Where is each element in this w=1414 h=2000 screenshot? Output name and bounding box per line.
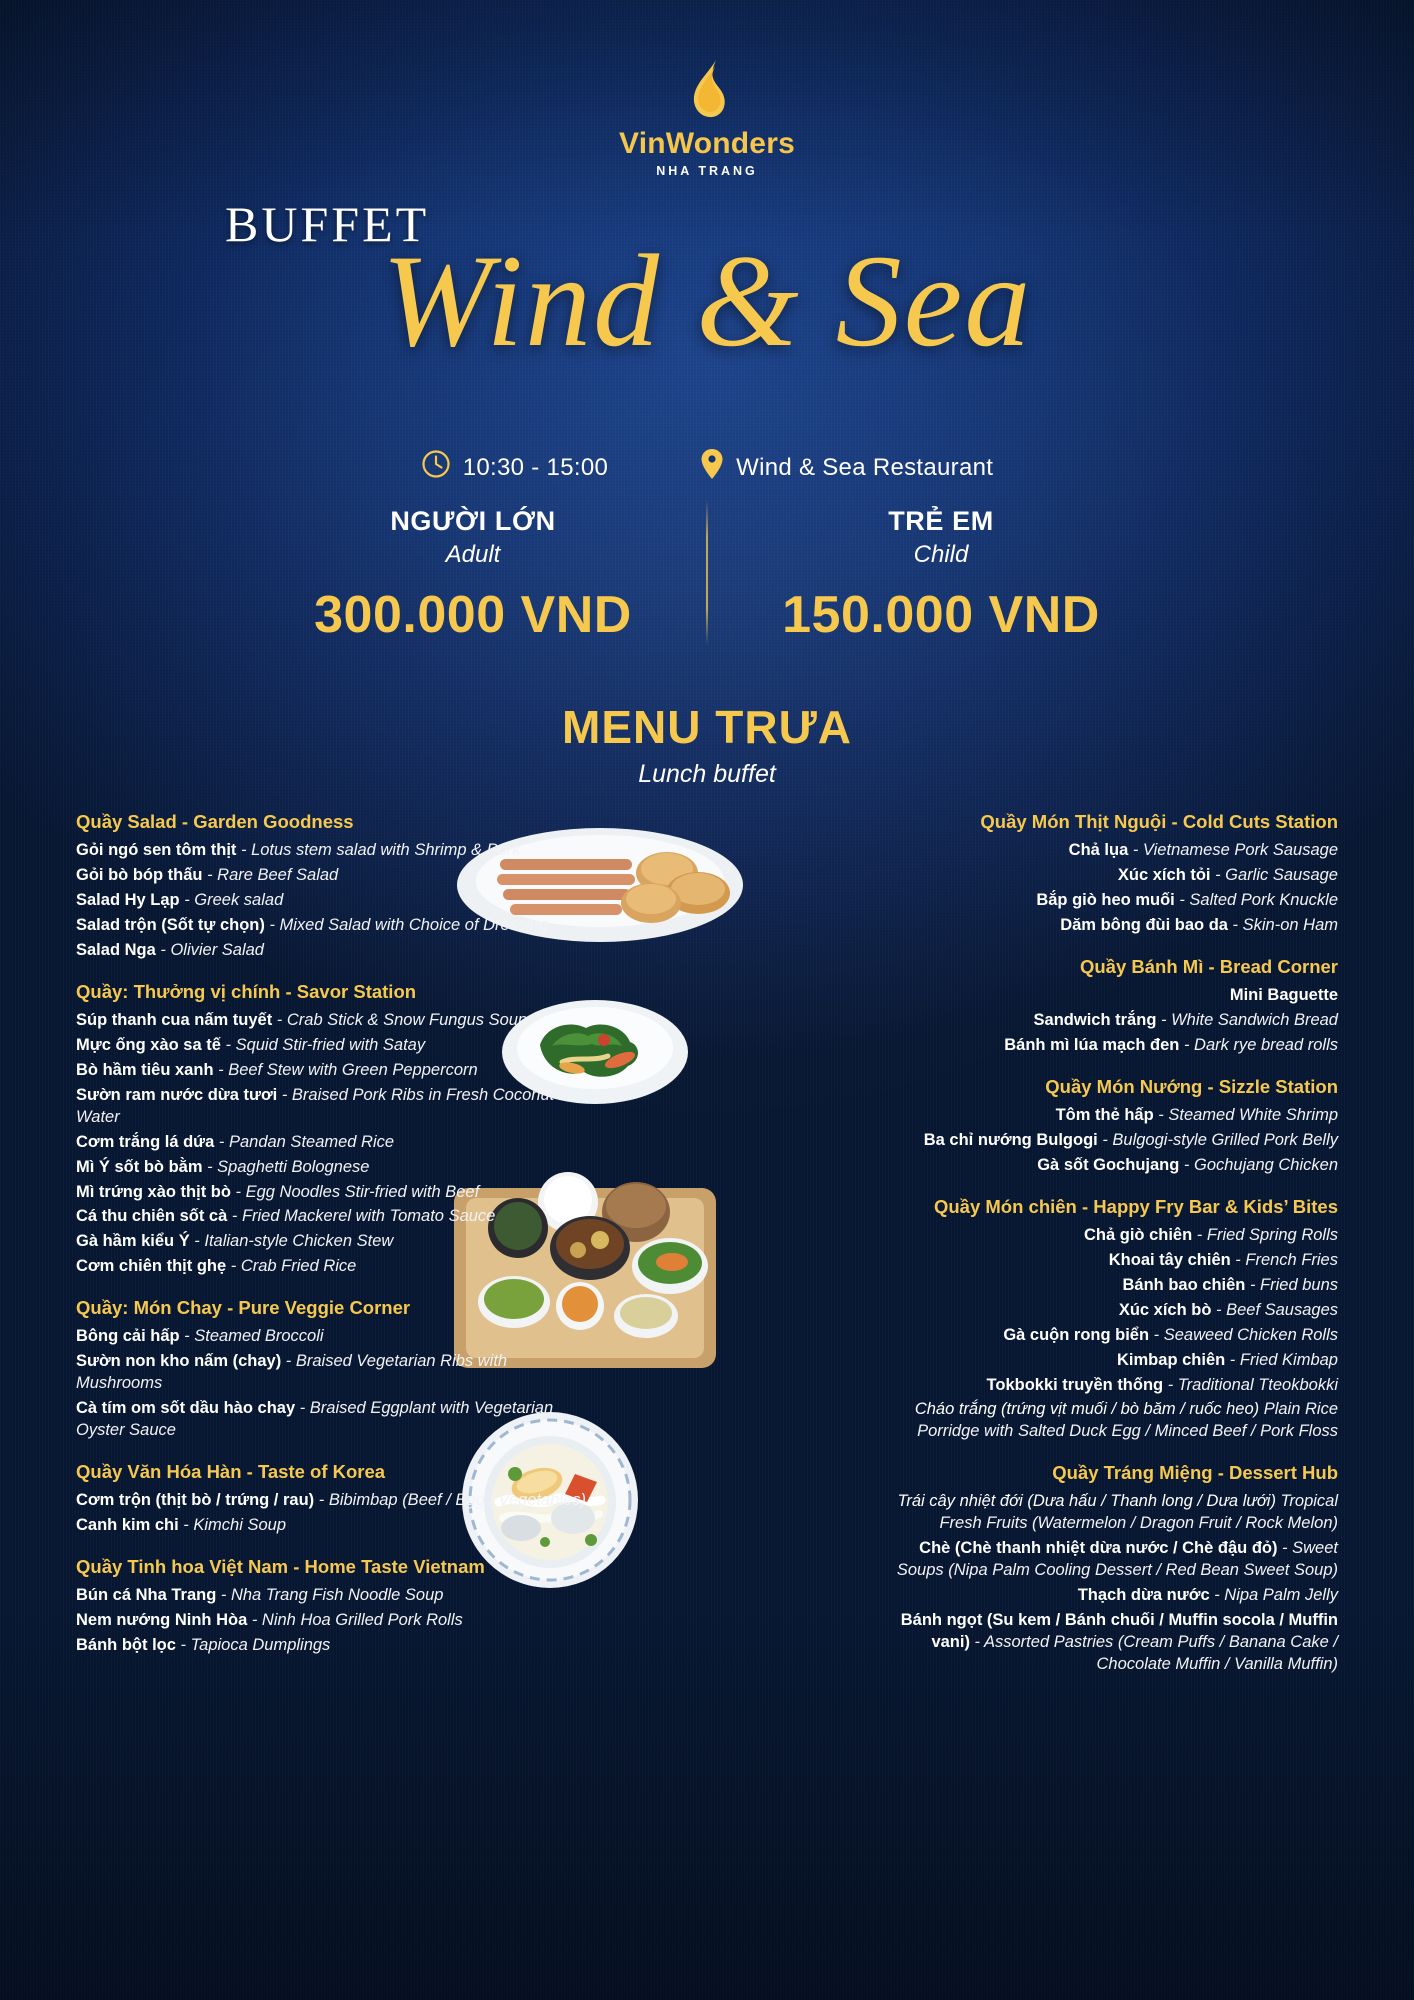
dish-name-en: - Dark rye bread rolls [1179, 1035, 1338, 1054]
dish-item [883, 1610, 1338, 1676]
station-title: Quầy Món Nướng - Sizzle Station [1045, 1075, 1338, 1097]
dish-name-en: - Skin-on Ham [1227, 915, 1338, 934]
station-title: Quầy Salad - Garden Goodness [76, 811, 354, 832]
dish-item [883, 915, 1338, 937]
dish-name-en: - Vietnamese Pork Sausage [1128, 841, 1338, 860]
dish-name-en: - Spaghetti Bolognese [202, 1157, 370, 1176]
station-title: Quầy Bánh Mì - Bread Corner [1079, 955, 1338, 977]
dish-item [76, 890, 586, 912]
pricing-block [0, 500, 1414, 645]
menu-station [76, 1296, 586, 1442]
dish-name-vi: Mực ống xào sa tế [76, 1035, 221, 1054]
dish-item [883, 1010, 1338, 1032]
dish-name-en: - Salted Pork Knuckle [1174, 891, 1338, 909]
dish-name-vi: Bông cải hấp [76, 1327, 180, 1346]
dish-name-vi: Kimbap chiên [1117, 1350, 1226, 1369]
menu-columns [0, 810, 1414, 2000]
dish-name-en: Tropical Fresh Fruits (Watermelon / Dragon Fruit / Rock Melon) [939, 1492, 1338, 1533]
dish-item [76, 1010, 586, 1032]
menu-station [76, 980, 586, 1278]
dish-item [76, 940, 586, 962]
dish-item [883, 1035, 1338, 1057]
dish-name-vi: Sườn non kho nấm (chay) [76, 1352, 282, 1371]
dish-name-vi: Cháo trắng (trứng vịt muối / bò băm / ruốc heo) [914, 1400, 1260, 1419]
dish-name-en: - Fried Spring Rolls [1192, 1225, 1338, 1244]
dish-item [883, 1538, 1338, 1582]
dish-item [883, 840, 1338, 862]
dish-name-en: - Fried Kimbap [1225, 1350, 1338, 1369]
dish-item [883, 1250, 1338, 1272]
dish-name-en: - Assorted Pastries (Cream Puffs / Banana Cake / Chocolate Muffin / Vanilla Muffin) [969, 1633, 1338, 1673]
location-pin-icon [700, 448, 724, 487]
dish-name-en: - Egg Noodles Stir-fried with Beef [230, 1182, 480, 1201]
dish-name-vi: Gà cuộn rong biển [1003, 1325, 1150, 1344]
dish-item [883, 1275, 1338, 1297]
dish-item [76, 1635, 586, 1657]
dish-name-en: - Gochujang Chicken [1179, 1155, 1338, 1174]
dish-name-en: - Squid Stir-fried with Satay [220, 1035, 426, 1054]
dish-name-vi: Chả giò chiên [1084, 1225, 1193, 1244]
dish-name-en: - French Fries [1230, 1250, 1338, 1269]
menu-heading-sub: Lunch buffet [638, 760, 776, 788]
venue [700, 448, 993, 487]
dish-name-en: - Crab Fried Rice [226, 1257, 357, 1276]
dish-item [76, 1035, 586, 1057]
dish-name-vi: Canh kim chi [76, 1516, 179, 1535]
adult-label-vn: NGƯỜI LỚN [390, 506, 556, 536]
dish-name-en: - Bibimbap (Beef / Egg / Vegetables) [314, 1491, 586, 1510]
adult-price: 300.000 VND [314, 586, 632, 644]
dish-name-vi: Gỏi ngó sen tôm thịt [76, 841, 237, 860]
dish-name-en: - Lotus stem salad with Shrimp & Pork [236, 841, 521, 860]
flame-icon [0, 58, 1414, 125]
dish-name-en: - Traditional Tteokbokki [1163, 1375, 1338, 1394]
child-label-vn: TRẺ EM [888, 506, 994, 536]
dish-name-vi: Salad Hy Lạp [76, 891, 180, 909]
dish-name-en: - Olivier Salad [155, 940, 264, 959]
dish-item [883, 890, 1338, 912]
dish-item [76, 1206, 586, 1228]
dish-name-vi: Chả lụa [1068, 841, 1129, 860]
station-title: Quầy: Thưởng vị chính - Savor Station [76, 980, 417, 1002]
clock-icon [421, 449, 451, 486]
dish-name-vi: Nem nướng Ninh Hòa [76, 1611, 248, 1630]
child-price-column [726, 500, 1156, 645]
dish-name-vi: Salad trộn (Sốt tự chọn) [76, 915, 265, 934]
menu-heading [0, 700, 1414, 789]
dish-name-en: - Sweet Soups (Nipa Palm Cooling Dessert / Red Bean Sweet Soup) [896, 1539, 1338, 1580]
dish-name-en: - Mixed Salad with Choice of Dressing [264, 915, 549, 934]
dish-name-vi: Bò hầm tiêu xanh [76, 1060, 214, 1079]
dish-name-vi: Chè (Chè thanh nhiệt dừa nước / Chè đậu đỏ) [919, 1539, 1278, 1558]
dish-name-en: - Braised Eggplant with Vegetarian Oyster Sauce [76, 1399, 554, 1440]
dish-name-vi: Trái cây nhiệt đới (Dưa hấu / Thanh long / Dưa lưới) [897, 1492, 1276, 1511]
dish-item [883, 1491, 1338, 1535]
dish-item [76, 1132, 586, 1154]
menu-station [76, 1460, 586, 1537]
dish-name-en: Plain Rice Porridge with Salted Duck Egg / Minced Beef / Pork Floss [917, 1400, 1338, 1441]
dish-name-en: - Seaweed Chicken Rolls [1149, 1325, 1338, 1344]
brand-logo [0, 58, 1414, 178]
station-title: Quầy Tráng Miệng - Dessert Hub [1052, 1462, 1338, 1484]
dish-item [883, 1350, 1338, 1372]
dish-item [76, 1231, 586, 1253]
dish-name-vi: Bánh bao chiên [1122, 1275, 1246, 1294]
dish-item [76, 840, 586, 862]
dish-item [76, 1157, 586, 1179]
dish-item [883, 1375, 1338, 1397]
dish-name-vi: Xúc xích tỏi [1117, 866, 1211, 885]
dish-name-en: - Greek salad [179, 891, 284, 909]
dish-name-en: - Garlic Sausage [1210, 866, 1338, 885]
buffet-word: BUFFET [225, 196, 430, 252]
adult-price-column [258, 500, 688, 645]
dish-name-en: - Italian-style Chicken Stew [189, 1232, 394, 1251]
station-title: Quầy Tinh hoa Việt Nam - Home Taste Vietnam [76, 1556, 485, 1578]
child-label-en: Child [913, 541, 969, 568]
dish-item [883, 1300, 1338, 1322]
dish-name-en: - Nipa Palm Jelly [1209, 1586, 1338, 1605]
dish-item [76, 1490, 586, 1512]
dish-name-vi: Bún cá Nha Trang [76, 1586, 217, 1605]
dish-name-vi: Mini Baguette [1229, 986, 1338, 1004]
dish-name-vi: Bánh bột lọc [76, 1636, 176, 1655]
dish-name-vi: Bánh ngọt (Su kem / Bánh chuối / Muffin socola / Muffin vani) [900, 1611, 1338, 1652]
venue-label: Wind & Sea Restaurant [736, 453, 994, 481]
dish-name-en: - Ninh Hoa Grilled Pork Rolls [247, 1611, 463, 1630]
dish-name-vi: Dăm bông đùi bao da [1060, 915, 1228, 934]
child-price: 150.000 VND [782, 586, 1100, 644]
dish-name-en: - Rare Beef Salad [202, 866, 339, 885]
dish-name-en: - Braised Vegetarian Ribs with Mushrooms [76, 1352, 508, 1393]
dish-name-vi: Sườn ram nước dừa tươi [76, 1085, 278, 1104]
dish-name-vi: Tokbokki truyền thống [986, 1375, 1164, 1394]
adult-label-en: Adult [445, 541, 501, 568]
dish-item [76, 1326, 586, 1348]
dish-name-vi: Cơm trắng lá dứa [76, 1132, 215, 1151]
menu-heading-main: MENU TRƯA [562, 701, 852, 753]
dish-item [76, 1182, 586, 1204]
dish-item [76, 1351, 586, 1395]
dish-name-en: - Pandan Steamed Rice [214, 1132, 395, 1151]
dish-item [883, 1399, 1338, 1443]
dish-name-vi: Khoai tây chiên [1108, 1250, 1231, 1269]
station-title: Quầy: Món Chay - Pure Veggie Corner [76, 1297, 411, 1319]
dish-name-vi: Cá thu chiên sốt cà [76, 1207, 228, 1226]
dish-item [76, 865, 586, 887]
dish-name-en: - Beef Sausages [1211, 1300, 1338, 1319]
dish-name-vi: Mì trứng xào thịt bò [76, 1182, 231, 1201]
dish-item [76, 915, 586, 937]
menu-station [883, 1461, 1338, 1676]
dish-item [76, 1515, 586, 1537]
dish-name-vi: Salad Nga [76, 940, 156, 959]
dish-name-vi: Cơm chiên thịt ghẹ [76, 1257, 227, 1276]
dish-item [76, 1610, 586, 1632]
dish-name-vi: Súp thanh cua nấm tuyết [76, 1010, 273, 1029]
service-time [421, 449, 608, 486]
dish-name-en: - Steamed Broccoli [179, 1327, 324, 1346]
dish-item [76, 1398, 586, 1442]
dish-item [883, 1225, 1338, 1247]
dish-item [883, 1155, 1338, 1177]
dish-name-vi: Mì Ý sốt bò bằm [76, 1157, 203, 1176]
brand-name: VinWonders [619, 127, 795, 160]
dish-item [883, 985, 1338, 1007]
dish-name-en: - Bulgogi-style Grilled Pork Belly [1097, 1130, 1338, 1149]
dish-item [883, 1130, 1338, 1152]
menu-station [883, 955, 1338, 1057]
station-title: Quầy Món Thịt Nguội - Cold Cuts Station [980, 811, 1338, 832]
dish-name-vi: Xúc xích bò [1118, 1300, 1212, 1319]
dish-name-en: - Beef Stew with Green Peppercorn [213, 1060, 478, 1079]
price-divider [706, 500, 708, 645]
dish-name-vi: Sandwich trắng [1033, 1010, 1157, 1029]
dish-name-vi: Bắp giò heo muối [1036, 891, 1175, 909]
menu-station [76, 1555, 586, 1657]
menu-column-left [76, 810, 586, 1675]
page-title: Wind & Sea [381, 227, 1033, 374]
dish-item [76, 1256, 586, 1278]
dish-item [76, 1085, 586, 1129]
info-row [0, 448, 1414, 487]
brand-location: NHA TRANG [656, 164, 758, 178]
dish-item [883, 865, 1338, 887]
service-time-label: 10:30 - 15:00 [462, 453, 609, 481]
dish-name-en: - Steamed White Shrimp [1153, 1105, 1338, 1124]
dish-name-vi: Gỏi bò bóp thấu [76, 866, 203, 885]
dish-item [883, 1585, 1338, 1607]
dish-name-vi: Cà tím om sốt dầu hào chay [76, 1399, 296, 1418]
dish-item [76, 1585, 586, 1607]
dish-name-en: - Fried Mackerel with Tomato Sauce [227, 1207, 496, 1226]
dish-item [883, 1105, 1338, 1127]
dish-name-vi: Ba chỉ nướng Bulgogi [923, 1130, 1098, 1149]
dish-name-en: - Fried buns [1245, 1275, 1338, 1294]
dish-name-en: - Kimchi Soup [178, 1516, 286, 1535]
dish-name-vi: Gà hầm kiểu Ý [76, 1232, 190, 1251]
dish-name-vi: Gà sốt Gochujang [1037, 1155, 1180, 1174]
menu-station [883, 810, 1338, 937]
dish-name-en: - Crab Stick & Snow Fungus Soup [272, 1010, 528, 1029]
station-title: Quầy Món chiên - Happy Fry Bar & Kids’ Bites [933, 1195, 1338, 1217]
dish-item [76, 1060, 586, 1082]
dish-name-en: - Tapioca Dumplings [175, 1636, 331, 1655]
dish-name-vi: Bánh mì lúa mạch đen [1004, 1035, 1180, 1054]
dish-name-vi: Tôm thẻ hấp [1055, 1105, 1154, 1124]
dish-name-vi: Thạch dừa nước [1077, 1586, 1210, 1605]
dish-name-en: - White Sandwich Bread [1156, 1010, 1338, 1029]
station-title: Quầy Văn Hóa Hàn - Taste of Korea [76, 1461, 386, 1483]
dish-item [883, 1325, 1338, 1347]
dish-name-en: - Braised Pork Ribs in Fresh Coconut Water [76, 1085, 555, 1126]
menu-station [883, 1195, 1338, 1444]
menu-column-right [883, 810, 1338, 1694]
menu-station [76, 810, 586, 962]
dish-name-en: - Nha Trang Fish Noodle Soup [216, 1586, 444, 1605]
menu-station [883, 1075, 1338, 1177]
dish-name-vi: Cơm trộn (thịt bò / trứng / rau) [76, 1491, 315, 1510]
